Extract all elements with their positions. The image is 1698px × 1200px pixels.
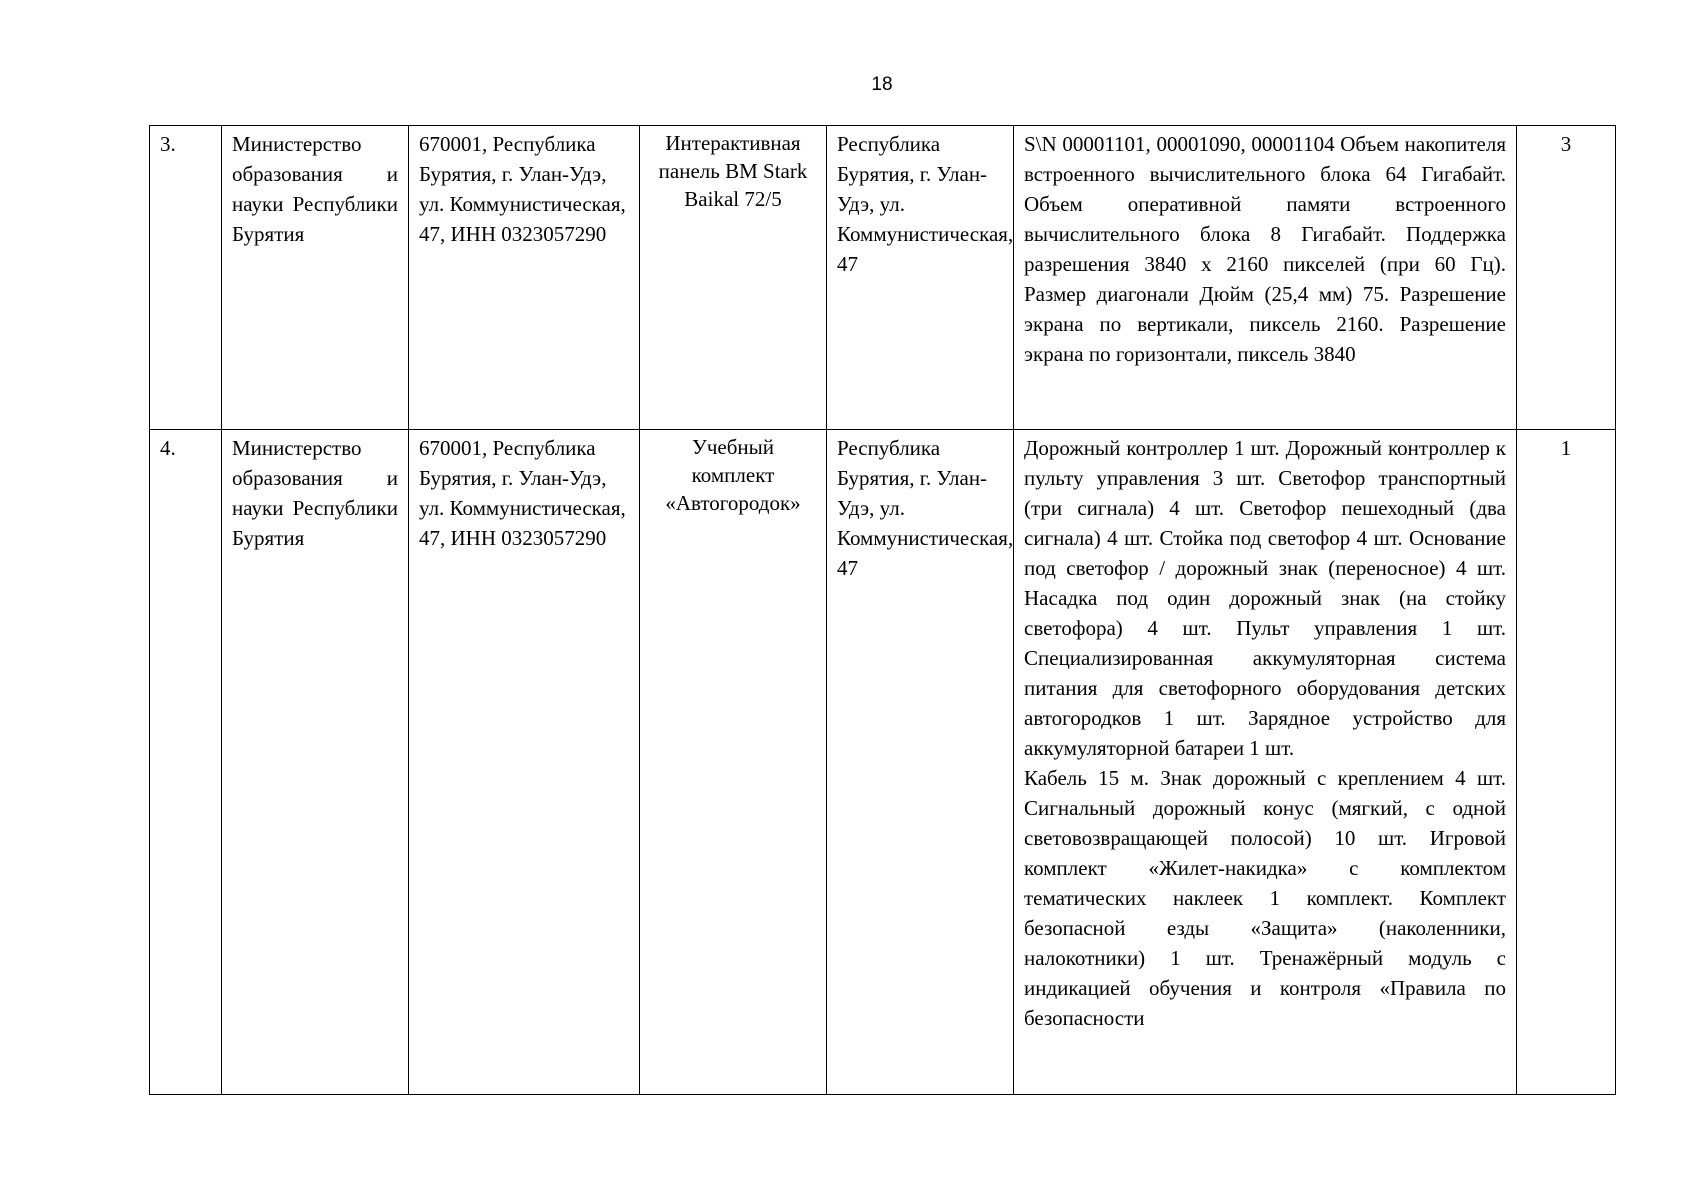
description-text: S\N 00001101, 00001090, 00001104 Объем накопителя встроенного вычислительного блока 64 Гигабайт. Объем оперативной памяти встроенного вычислительного блока 8 Гигабайт. Поддержка разрешения 3840 x 2160 пикселей (при 60 Гц). Размер диагонали Дюйм (25,4 мм) 75. Разрешение экрана по вертикали, пиксель 2160. Разрешение экрана по горизонтали, пиксель 3840	[1024, 132, 1506, 366]
equipment-table	[149, 125, 1616, 1095]
row-number: 4.	[150, 430, 222, 1095]
organization-cell: Министерство образования и науки Республики Бурятия	[222, 430, 409, 1095]
description-cell	[1014, 430, 1517, 1095]
quantity-cell: 3	[1517, 126, 1616, 430]
page-number: 18	[871, 74, 893, 95]
row-number: 3.	[150, 126, 222, 430]
description-cell	[1014, 126, 1517, 430]
table-row	[150, 126, 1616, 430]
table-row	[150, 430, 1616, 1095]
description-text: Кабель 15 м. Знак дорожный с креплением 4 шт. Сигнальный дорожный конус (мягкий, с одной световозвращающей полосой) 10 шт. Игровой комплект «Жилет-накидка» с комплектом тематических наклеек 1 комплект. Комплект безопасной езды «Защита» (наколенники, налокотники) 1 шт. Тренажёрный модуль с индикацией обучения и контроля «Правила по безопасности	[1024, 766, 1506, 1030]
item-name-cell: Интерактивная панель BM Stark Baikal 72/5	[640, 126, 827, 430]
quantity-cell: 1	[1517, 430, 1616, 1095]
location-cell: Республика Бурятия, г. Улан-Удэ, ул. Коммунистическая, 47	[827, 430, 1014, 1095]
item-name-cell: Учебный комплект «Автогородок»	[640, 430, 827, 1095]
address-cell: 670001, Республика Бурятия, г. Улан-Удэ, ул. Коммунистическая, 47, ИНН 0323057290	[409, 126, 640, 430]
address-cell: 670001, Республика Бурятия, г. Улан-Удэ, ул. Коммунистическая, 47, ИНН 0323057290	[409, 430, 640, 1095]
location-cell: Республика Бурятия, г. Улан-Удэ, ул. Коммунистическая, 47	[827, 126, 1014, 430]
description-text: Дорожный контроллер 1 шт. Дорожный контроллер к пульту управления 3 шт. Светофор транспортный (три сигнала) 4 шт. Светофор пешеходный (два сигнала) 4 шт. Стойка под светофор 4 шт. Основание под светофор / дорожный знак (переносное) 4 шт. Насадка под один дорожный знак (на стойку светофора) 4 шт. Пульт управления 1 шт. Специализированная аккумуляторная система питания для светофорного оборудования детских автогородков 1 шт. Зарядное устройство для аккумуляторной батареи 1 шт.	[1024, 436, 1506, 760]
organization-cell: Министерство образования и науки Республики Бурятия	[222, 126, 409, 430]
